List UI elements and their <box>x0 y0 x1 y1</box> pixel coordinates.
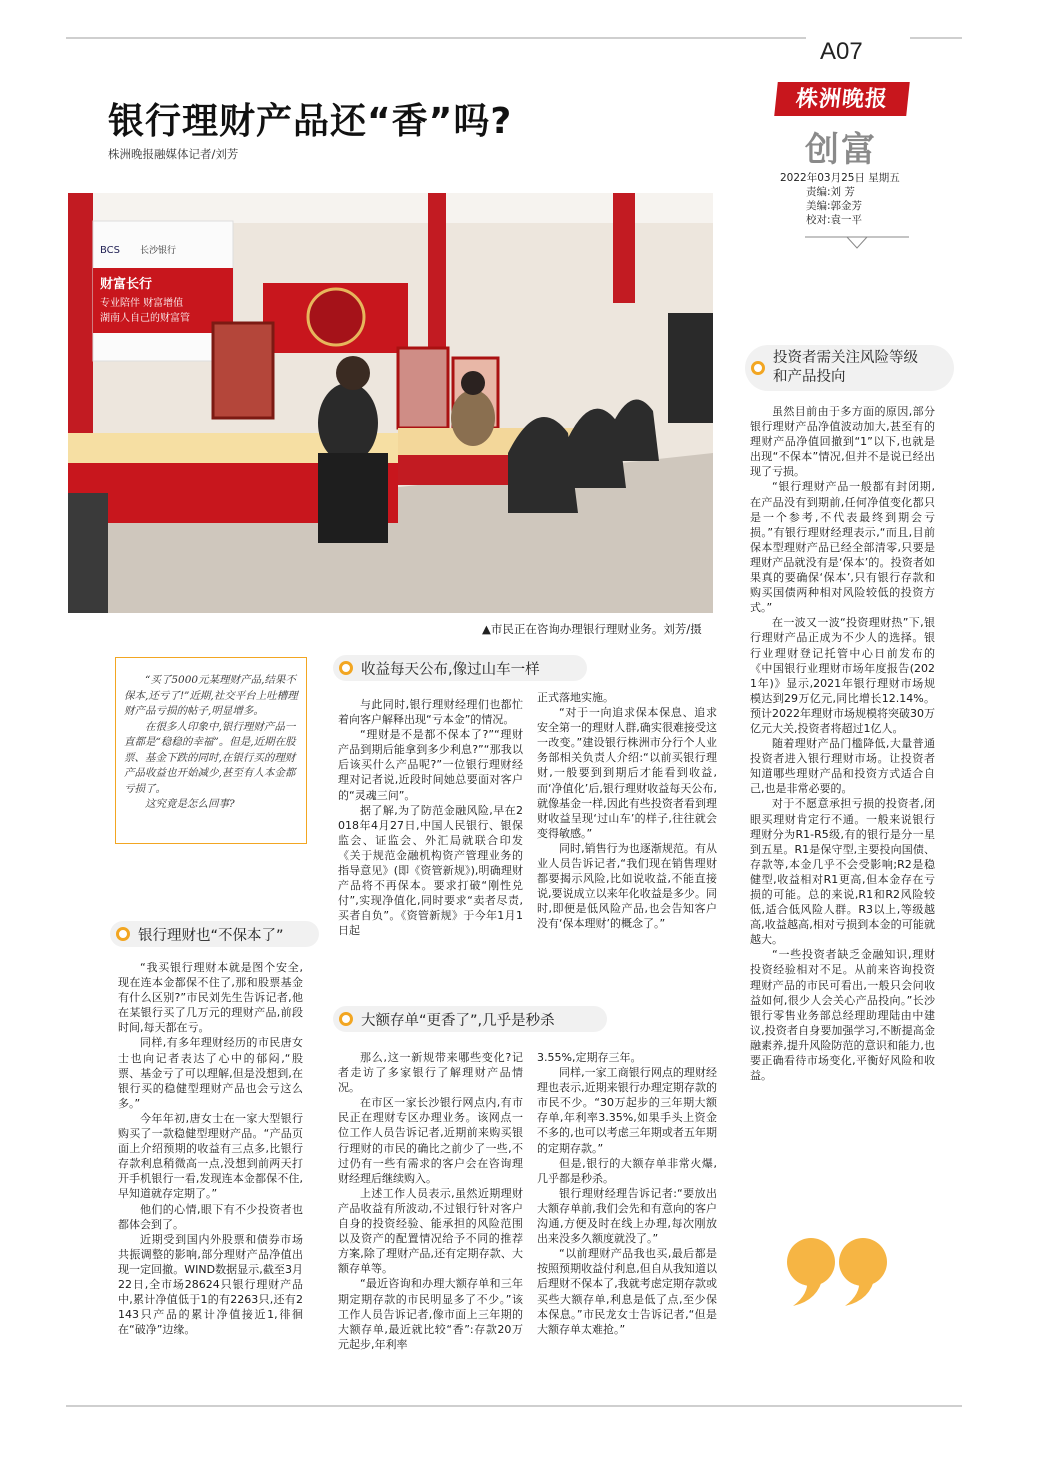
section-heading-text: 收益每天公布,像过山车一样 <box>361 661 540 678</box>
credit-proofreader: 校对:袁一平 <box>806 214 863 226</box>
paragraph: 那么,这一新规带来哪些变化?记者走访了多家银行了解理财产品情况。 <box>338 1051 523 1095</box>
paragraph: 在一波又一波“投资理财热”下,银行理财产品正成为不少人的选择。银行业理财登记托管中心日前发布的《中国银行业理财市场年度报告(2021年)》显示,2021年银行理财市场规模达到29万亿元,同比增长12.14%。预计2022年理财市场规模将突破30万亿元大关,投资者将超过1亿人。 <box>750 616 935 735</box>
section-name: 创富 <box>805 130 877 170</box>
section-heading-1 <box>110 921 319 947</box>
bottom-rule <box>66 1405 962 1407</box>
paragraph: 在市区一家长沙银行网点内,有市民正在理财专区办理业务。该网点一位工作人员告诉记者,近期前来购买银行理财的市民的确比之前少了一些,不过仍有一些有需求的客户会在咨询理财经理后继续购入。 <box>338 1096 523 1185</box>
section2-column-a <box>338 697 523 939</box>
intro-paragraph: 在很多人印象中,银行理财产品一直都是“稳稳的幸福”。但是,近期在股票、基金下跌的同时,在银行买的理财产品收益也开始减少,甚至有人本金都亏损了。 <box>124 720 296 795</box>
paragraph: 上述工作人员表示,虽然近期理财产品收益有所波动,不过银行针对客户自身的投资经验、能承担的风险范围以及资产的配置情况给予不同的推荐方案,除了理财产品,还有定期存款、大额存单等。 <box>338 1186 523 1276</box>
paragraph: “以前理财产品我也买,最后都是按照预期收益付利息,但自从我知道以后理财不保本了,我就考虑定期存款或买些大额存单,利息是低了点,至少保本保息。”市民龙女士告诉记者,“但是大额存单太难抢。” <box>537 1247 717 1336</box>
intro-paragraph: 这究竟是怎么回事? <box>145 798 235 810</box>
intro-quote-text <box>124 673 299 813</box>
paragraph: “我买银行理财本就是图个安全,现在连本金都保不住了,那和股票基金有什么区别?”市民刘先生告诉记者,他在某银行买了几万元的理财产品,前段时间,每天都在亏。 <box>118 961 303 1035</box>
paragraph: “理财是不是都不保本了?”“理财产品到期后能拿到多少利息?”“那我以后该买什么产品呢?”一位银行理财经理对记者说,近段时间她总要面对客户的“灵魂三问”。 <box>338 728 523 802</box>
paragraph: “银行理财产品一般都有封闭期,在产品没有到期前,任何净值变化都只是一个参考,不代表最终到期会亏损。”有银行理财经理表示,“而且,目前保本型理财产品已经全部清零,只要是理财产品就没有是‘保本’的。投资者如果真的要确保‘保本’,只有银行存款和购买国债两种相对风险较低的投资方式。” <box>750 480 935 615</box>
paragraph: 随着理财产品门槛降低,大量普通投资者进入银行理财市场。让投资者知道哪些理财产品和投资方式适合自己,也是非常必要的。 <box>750 737 935 796</box>
svg-text:BCS: BCS <box>100 245 121 256</box>
masthead-divider-icon <box>805 236 909 252</box>
photo-sign-slogan: 财富长行 <box>100 277 153 292</box>
paragraph: 银行理财经理告诉记者:“要放出大额存单前,我们会先和有意向的客户沟通,方便及时在线上办理,每次刚放出来没多久额度就没了。” <box>537 1186 717 1246</box>
photo-caption: ▲市民正在咨询办理银行理财业务。刘芳/摄 <box>482 622 702 636</box>
section-heading-4 <box>745 345 954 391</box>
paragraph: 同时,销售行为也逐渐规范。有从业人员告诉记者,“我们现在销售理财都要揭示风险,比如说收益,不能直接说,要说成立以来年化收益是多少。同时,即便是低风险产品,也会告知客户没有‘保本理财’的概念了。” <box>537 841 717 931</box>
heading-bullet-icon <box>116 927 130 941</box>
quote-marks-icon <box>783 1228 893 1308</box>
section4-column <box>750 404 935 1083</box>
intro-paragraph: “买了5000元某理财产品,结果不保本,还亏了!”近期,社交平台上吐槽理财产品亏损的帖子,明显增多。 <box>124 674 298 717</box>
heading-bullet-icon <box>339 1012 353 1026</box>
section-heading-text: 银行理财也“不保本了” <box>138 927 284 944</box>
section-heading-3 <box>333 1006 607 1032</box>
byline: 株洲晚报融媒体记者/刘芳 <box>108 147 239 161</box>
section1-column <box>118 960 303 1337</box>
paragraph: “对于一向追求保本保息、追求安全第一的理财人群,确实很难接受这一改变。”建设银行株洲市分行个人业务部相关负责人介绍:“以前买银行理财,一般要到到期后才能看到收益,而‘净值化’后,银行理财收益每天公布,就像基金一样,因此有些投资者看到理财收益呈现‘过山车’的样子,往往就会变得敏感。” <box>537 706 717 840</box>
bank-hall-photo <box>68 193 713 613</box>
paragraph: 但是,银行的大额存单非常火爆,几乎都是秒杀。 <box>537 1156 717 1185</box>
dateline: 2022年03月25日 星期五 <box>780 172 900 184</box>
paragraph: 近期受到国内外股票和债券市场共振调整的影响,部分理财产品净值出现一定回撤。WIND数据显示,截至3月22日,全市场28624只银行理财产品中,累计净值低于1的有2263只,还有2143只产品的累计净值接近1,徘徊在“破净”边缘。 <box>118 1232 303 1337</box>
paragraph: 同样,一家工商银行网点的理财经理也表示,近期来银行办理定期存款的市民不少。“30万起步的三年期大额存单,年利率3.35%,如果手头上资金不多的,也可以考虑三年期或者五年期的定期存款。” <box>537 1066 717 1155</box>
credits <box>806 185 862 227</box>
paragraph: 对于不愿意承担亏损的投资者,闭眼买理财肯定行不通。一般来说银行理财分为R1-R5级,有的银行是分一星到五星。R1是保守型,主要投向国债、存款等,本金几乎不会受影响;R2是稳健型,收益相对R1更高,但本金存在亏损的可能。总的来说,R1和R2风险较低,适合低风险人群。R3以上,等级越高,收益越高,相对亏损到本金的可能就越大。 <box>750 797 935 947</box>
top-rule-right <box>910 37 962 39</box>
page-number: A07 <box>820 38 863 65</box>
photo-sign-line2: 湖南人自己的财富管 <box>100 313 190 324</box>
paragraph: 3.55%,定期存三年。 <box>537 1051 642 1064</box>
masthead-logo: 株洲晚报 <box>774 82 910 116</box>
section-heading-2 <box>333 655 587 681</box>
paragraph: 他们的心情,眼下有不少投资者也都体会到了。 <box>118 1202 303 1231</box>
top-rule <box>66 37 806 39</box>
paragraph: “最近咨询和办理大额存单和三年期定期存款的市民明显多了不少。”该工作人员告诉记者,像市面上三年期的大额存单,最近就比较“香”:存款20万元起步,年利率 <box>338 1277 523 1351</box>
article-title: 银行理财产品还“香”吗? <box>108 101 513 142</box>
heading-bullet-icon <box>339 661 353 675</box>
paragraph: 今年年初,唐女士在一家大型银行购买了一款稳健型理财产品。“产品页面上介绍预期的收益有三点多,比银行存款利息稍微高一点,没想到前两天打开手机银行一看,发现连本金都保不住,早知道就存定期了。” <box>118 1111 303 1201</box>
section3-column-b <box>537 1050 717 1337</box>
paragraph: 正式落地实施。 <box>537 691 614 704</box>
section2-column-b <box>537 690 717 932</box>
paragraph: 据了解,为了防范金融风险,早在2018年4月27日,中国人民银行、银保监会、证监会、外汇局就联合印发《关于规范金融机构资产管理业务的指导意见》(即《资管新规》),明确理财产品将不再保本。要求打破“刚性兑付”,实现净值化,同时要求“卖者尽责,买者自负”。《资管新规》于今年1月1日起 <box>338 803 523 938</box>
paragraph: “一些投资者缺乏金融知识,理财投资经验相对不足。从前来咨询投资理财产品的市民可看出,一般只会问收益如何,很少人会关心产品投向。”长沙银行零售业务部总经理助理陆由中建议,投资者自身要加强学习,不断提高金融素养,提升风险防范的意识和能力,也要正确看待市场变化,平衡好风险和收益。 <box>750 948 935 1083</box>
photo-sign-line1: 专业陪伴 财富增值 <box>100 298 184 309</box>
paragraph: 与此同时,银行理财经理们也都忙着向客户解释出现“亏本金”的情况。 <box>338 698 523 727</box>
section-heading-text: 投资者需关注风险等级和产品投向 <box>773 350 918 385</box>
credit-editor: 责编:刘 芳 <box>806 186 855 198</box>
heading-bullet-icon <box>751 361 765 375</box>
credit-designer: 美编:郭金芳 <box>806 200 863 212</box>
section3-column-a <box>338 1050 523 1352</box>
paragraph: 虽然目前由于多方面的原因,部分银行理财产品净值波动加大,甚至有的理财产品净值回撤到“1”以下,也就是出现“不保本”情况,但并不是说已经出现了亏损。 <box>750 405 935 479</box>
section-heading-text: 大额存单“更香了”,几乎是秒杀 <box>361 1012 555 1029</box>
paragraph: 同样,有多年理财经历的市民唐女士也向记者表达了心中的郁闷,“股票、基金亏了可以理解,但是没想到,在银行买的稳健型理财产品也会亏这么多。” <box>118 1036 303 1110</box>
photo-sign-bank: 长沙银行 <box>140 246 177 256</box>
